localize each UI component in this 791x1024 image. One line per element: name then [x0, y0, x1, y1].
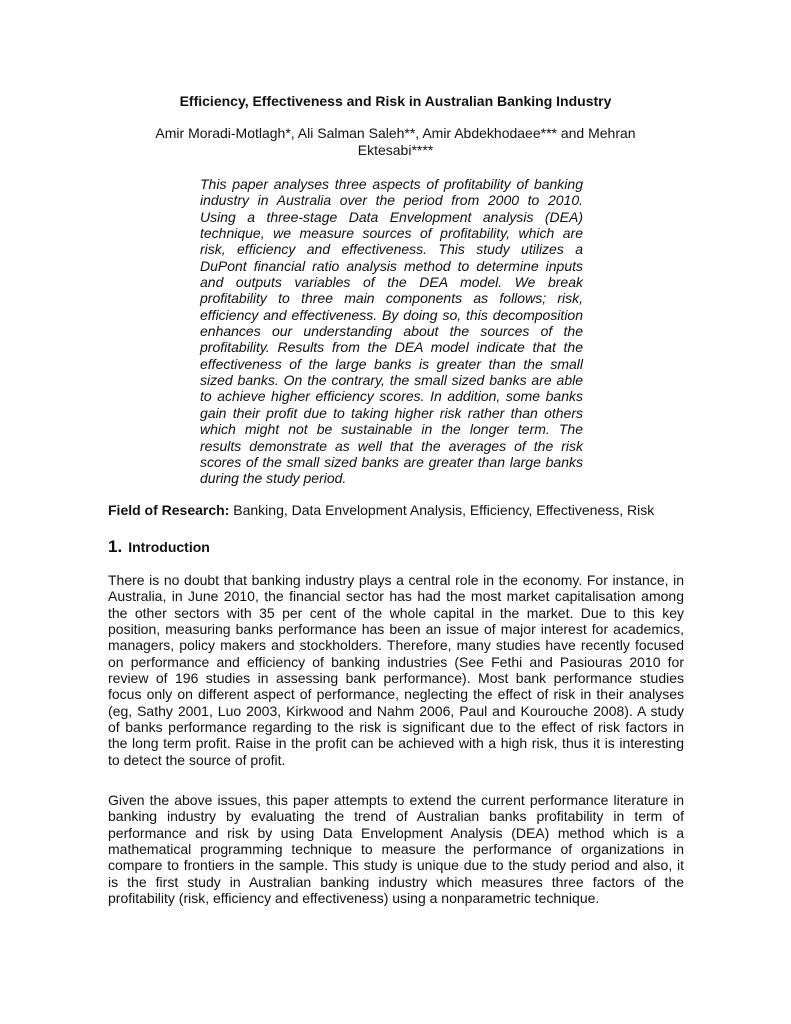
- text-line: There is no doubt that banking industry plays a central role in the economy. For instance, in: [108, 572, 684, 588]
- text-line: performance and risk by using Data Envelopment Analysis (DEA) method which is a: [108, 824, 684, 841]
- author-line: Ektesabi****: [357, 142, 434, 158]
- text-line: compare to frontiers in the sample. This study is unique due to the study period and also, it: [108, 857, 684, 874]
- text-line: on performance and efficiency of banking industries (See Fethi and Pasiouras 2010 for: [108, 653, 684, 670]
- text-line: risk, efficiency and effectiveness. This study utilizes a: [200, 241, 583, 258]
- paper-title: Efficiency, Effectiveness and Risk in Australian Banking Industry: [179, 93, 612, 109]
- text-line: results demonstrate as well that the averages of the risk: [200, 437, 583, 454]
- text-line: mathematical programming technique to measure the performance of organizations in: [108, 841, 684, 858]
- text-line: efficiency and effectiveness. By doing so, this decomposition: [200, 306, 583, 323]
- field-value: Banking, Data Envelopment Analysis, Efficiency, Effectiveness, Risk: [229, 502, 655, 518]
- text-line: banking industry by evaluating the trend of Australian banks profitability in term of: [108, 808, 684, 825]
- text-line: Given the above issues, this paper attempts to extend the current performance literature in: [108, 792, 684, 808]
- text-line: DuPont financial ratio analysis method to determine inputs: [200, 257, 583, 274]
- text-line: profitability (risk, efficiency and effectiveness) using a nonparametric technique.: [108, 890, 600, 907]
- text-line: position, measuring banks performance has been an issue of major interest for academics,: [108, 621, 684, 638]
- text-line: This paper analyses three aspects of profitability of banking: [200, 176, 583, 192]
- text-line: the other sectors with 35 per cent of the whole capital in the market. Due to this key: [108, 604, 684, 621]
- section-heading: [108, 537, 210, 557]
- text-line: sized banks. On the contrary, the small sized banks are able: [200, 372, 583, 389]
- abstract: [200, 176, 583, 487]
- text-line: review of 196 studies in assessing bank performance). Most bank performance studies: [108, 670, 684, 687]
- text-line: during the study period.: [200, 470, 347, 487]
- text-line: effectiveness of the large banks is greater than the small: [200, 355, 583, 372]
- author-line: Amir Moradi-Motlagh*, Ali Salman Saleh**, Amir Abdekhodaee*** and Mehran: [155, 125, 636, 141]
- text-line: Australia, in June 2010, the financial sector has had the most market capitalisation among: [108, 588, 684, 605]
- text-line: enhances our understanding about the sources of the: [200, 323, 583, 340]
- text-line: to detect the source of profit.: [108, 751, 286, 768]
- field-label: Field of Research:: [108, 502, 230, 518]
- text-line: industry in Australia over the period from 2000 to 2010.: [200, 192, 583, 209]
- section-title: Introduction: [128, 539, 210, 555]
- text-line: of banks performance regarding to the risk is significant due to the effect of risk factors in: [108, 719, 684, 736]
- text-line: scores of the small sized banks are greater than large banks: [200, 453, 583, 470]
- body-paragraph: [108, 572, 684, 768]
- text-line: the long term profit. Raise in the profit can be achieved with a high risk, thus it is interesting: [108, 735, 684, 752]
- section-number: 1.: [108, 537, 123, 556]
- text-line: and outputs variables of the DEA model. We break: [200, 274, 583, 291]
- body-paragraph: [108, 792, 684, 906]
- text-line: (eg, Sathy 2001, Luo 2003, Kirkwood and Nahm 2006, Paul and Kourouche 2008). A study: [108, 702, 684, 719]
- text-line: profitability to three main components as follows; risk,: [200, 290, 583, 307]
- text-line: which might not be sustainable in the longer term. The: [200, 421, 583, 438]
- field-of-research: [108, 502, 654, 518]
- author-list: [0, 125, 791, 159]
- text-line: Using a three-stage Data Envelopment analysis (DEA): [200, 208, 583, 225]
- text-line: focus only on different aspect of performance, neglecting the effect of risk in their analyses: [108, 686, 684, 703]
- text-line: to achieve higher efficiency scores. In addition, some banks: [200, 388, 583, 405]
- text-line: managers, policy makers and stockholders. Therefore, many studies have recently focused: [108, 637, 684, 654]
- text-line: is the first study in Australian banking industry which measures three factors of the: [108, 873, 684, 890]
- text-line: gain their profit due to taking higher risk rather than others: [200, 404, 583, 421]
- text-line: technique, we measure sources of profitability, which are: [200, 225, 583, 242]
- text-line: profitability. Results from the DEA model indicate that the: [200, 339, 583, 356]
